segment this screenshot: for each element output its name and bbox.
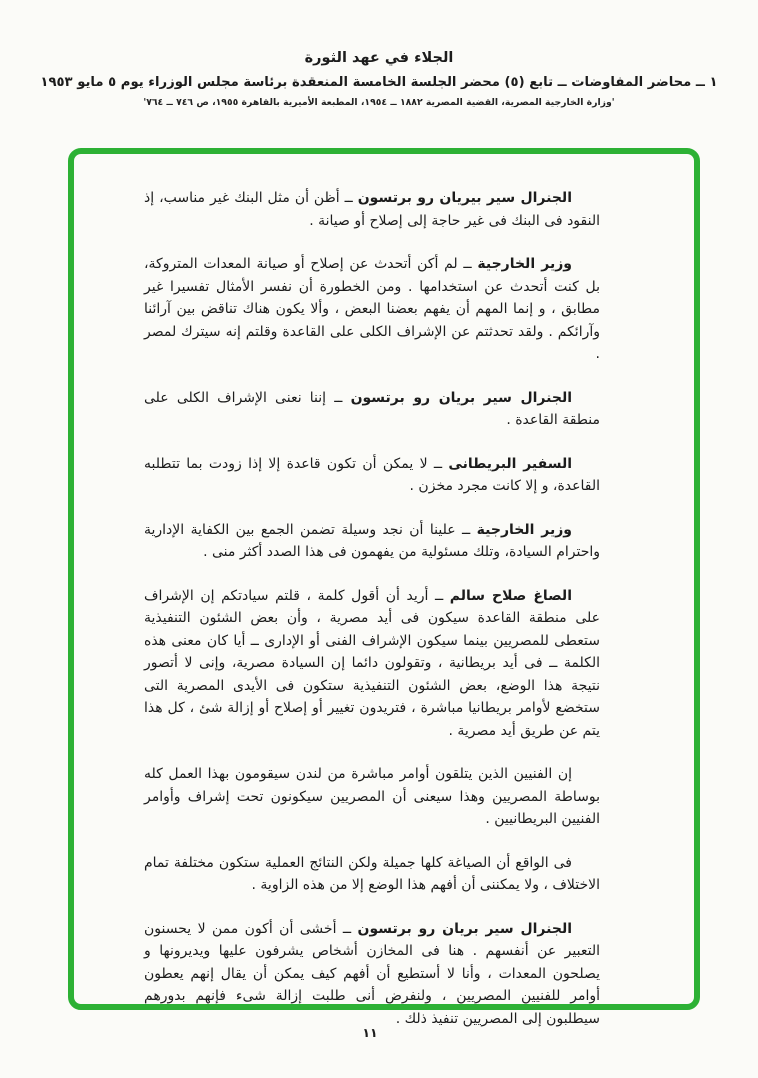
- transcript-paragraph: إن الفنيين الذين يتلقون أوامر مباشرة من لندن سيقومون بهذا العمل كله بوساطة المصريين وهذا سيعنى أن المصريين سيكونون تحت إشراف وأوامر الفنيين البريطانيين .: [144, 766, 600, 827]
- transcript-paragraph: فى الواقع أن الصياغة كلها جميلة ولكن النتائج العملية ستكون مختلفة تمام الاختلاف ، ولا يمكننى أن أفهم هذا الوضع إلا من هذه الزاوية .: [144, 854, 600, 893]
- document-subtitle: ١ ــ محاضر المفاوضات ــ تابع (٥) محضر الجلسة الخامسة المنعقدة برئاسة مجلس الوزراء يوم ٥ مايو ١٩٥٣: [40, 75, 718, 90]
- transcript-paragraph: السفير البريطانى ــ لا يمكن أن تكون قاعدة إلا إذا زودت بما تتطلبه القاعدة، و إلا كانت مجرد مخزن .: [144, 455, 600, 494]
- transcript-paragraph: الجنرال سير بريان رو برتسون ــ إننا نعنى الإشراف الكلى على منطقة القاعدة .: [144, 389, 600, 428]
- speaker-name: الصاغ صلاح سالم: [449, 587, 572, 604]
- document-title: الجلاء في عهد الثورة: [304, 50, 454, 66]
- page-number: ١١: [362, 1025, 378, 1040]
- transcript-paragraph: الجنرال سير بيريان رو برتسون ــ أظن أن مثل البنك غير مناسب، إذ النقود فى البنك فى غير حاجة إلى إصلاح أو صيانة .: [144, 190, 600, 229]
- source-citation: 'وزارة الخارجية المصرية، القضية المصرية ١٨٨٢ ــ ١٩٥٤، المطبعة الأميرية بالقاهرة ١٩٥٥، ص ٧٤٦ ــ ٧٦٤': [143, 97, 615, 108]
- speaker-name: وزير الخارجية: [476, 521, 573, 538]
- speaker-name: الجنرال سير بيريان رو برتسون: [357, 190, 572, 206]
- transcript-paragraph: وزير الخارجية ــ لم أكن أتحدث عن إصلاح أو صيانة المعدات المتروكة، بل كنت أتحدث عن استخدامها . ومن الخطورة أن نفسر الأمثال تفسيرا غير مطابق ، و إنما المهم أن يفهم بعضنا البعض ، وألا يكون هناك تناقض بين آرائنا وآرائكم . ولقد تحدثتم عن الإشراف الكلى على القاعدة وقلتم إنه سيترك لمصر .: [144, 256, 600, 362]
- transcript-paragraph: الجنرال سير بريان رو برتسون ــ أخشى أن أكون ممن لا يحسنون التعبير عن أنفسهم . هنا فى المخازن أشخاص يشرفون عليها ويديرونها و يصلحون المعدات ، وأنا لا أستطيع أن أفهم كيف يمكن أن يقال إنهم يعطون أوامر للفنيين المصريين ، ولنفرض أنى طلبت إزالة شىء فإنهم بدورهم سيطلبون إلى المصريين تنفيذ ذلك .: [144, 920, 600, 1027]
- transcript-paragraph: الصاغ صلاح سالم ــ أريد أن أقول كلمة ، قلتم سيادتكم إن الإشراف على منطقة القاعدة سيكون فى أيد مصرية ، وأن بعض الشئون التنفيذية ستعطى للمصريين بينما سيكون الإشراف الفنى أو الإدارى ــ أيا كان معنى هذه الكلمة ــ فى أيد بريطانية ، وتقولون دائما إن السيادة مصرية، وإنى لا أتصور نتيجة هذا الوضع، بعض الشئون التنفيذية ستكون فى الأيدى المصرية التى ستخضع لأوامر بريطانيا مباشرة ، فتريدون تغيير أو إصلاح أو إزالة شئ ، كل هذا يتم عن طريق أيد مصرية .: [144, 587, 600, 739]
- speaker-name: الجنرال سير بريان رو برتسون: [357, 920, 572, 937]
- transcript-body: [144, 187, 600, 1030]
- speaker-name: السفير البريطانى: [448, 455, 572, 472]
- speaker-name: الجنرال سير بريان رو برتسون: [350, 389, 573, 406]
- speaker-name: وزير الخارجية: [477, 256, 572, 272]
- transcript-paragraph: وزير الخارجية ــ علينا أن نجد وسيلة تضمن الجمع بين الكفاية الإدارية واحترام السيادة، وتلك مسئولية من يفهمون فى هذا الصدد أكثر منى .: [144, 521, 600, 560]
- page-header: [0, 50, 758, 108]
